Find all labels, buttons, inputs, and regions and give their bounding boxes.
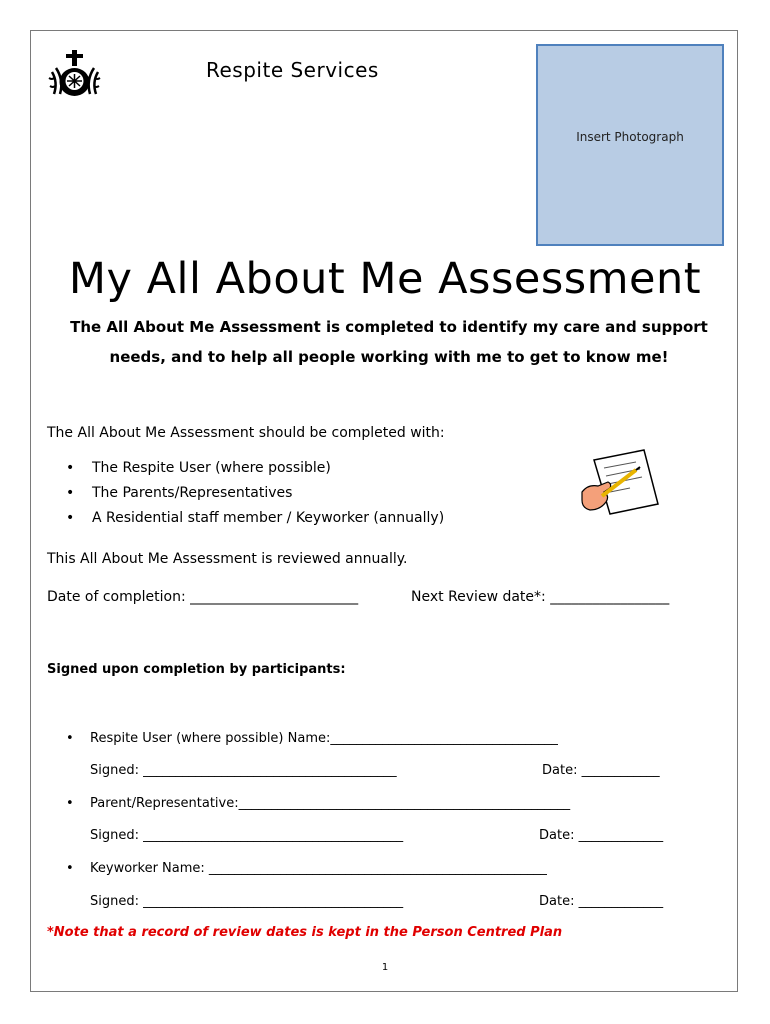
photo-placeholder[interactable] bbox=[536, 44, 724, 246]
page-number: 1 bbox=[381, 962, 389, 973]
signed-heading: Signed upon completion by participants: bbox=[47, 662, 346, 677]
keyworker-name-field[interactable]: • Keyworker Name: ____________________________________________________ bbox=[66, 861, 547, 876]
parent-representative-field[interactable]: • Parent/Representative:___________________________________________________ bbox=[66, 796, 571, 811]
hand-writing-icon bbox=[574, 448, 664, 523]
parent-signed-field[interactable]: Signed: ________________________________________ bbox=[90, 828, 404, 843]
respite-user-signed-field[interactable]: Signed: _______________________________________ bbox=[90, 763, 397, 778]
review-note: This All About Me Assessment is reviewed annually. bbox=[47, 551, 408, 567]
list-item: • The Respite User (where possible) bbox=[66, 460, 331, 476]
respite-user-date-field[interactable]: Date: ____________ bbox=[542, 763, 660, 778]
parent-date-field[interactable]: Date: _____________ bbox=[539, 828, 664, 843]
respite-user-name-field[interactable]: • Respite User (where possible) Name:___________________________________ bbox=[66, 731, 558, 746]
organisation-name: Respite Services bbox=[206, 58, 379, 82]
intro-text: The All About Me Assessment is completed to identify my care and support needs, and to help all people working with me to get to know me! bbox=[70, 318, 708, 366]
photo-placeholder-label: Insert Photograph bbox=[576, 130, 684, 144]
completed-with-list bbox=[66, 460, 444, 535]
keyworker-signed-field[interactable]: Signed: ________________________________________ bbox=[90, 894, 404, 909]
page-title: My All About Me Assessment bbox=[68, 254, 702, 304]
next-review-date-field[interactable]: Next Review date*: _________________ bbox=[411, 589, 670, 605]
cross-crown-logo bbox=[46, 48, 104, 100]
keyworker-date-field[interactable]: Date: _____________ bbox=[539, 894, 664, 909]
list-item: • A Residential staff member / Keyworker (annually) bbox=[66, 510, 445, 526]
list-item: • The Parents/Representatives bbox=[66, 485, 293, 501]
footnote: *Note that a record of review dates is kept in the Person Centred Plan bbox=[47, 925, 563, 940]
date-of-completion-field[interactable]: Date of completion: ________________________ bbox=[47, 589, 359, 605]
completed-with-label: The All About Me Assessment should be completed with: bbox=[47, 425, 445, 441]
